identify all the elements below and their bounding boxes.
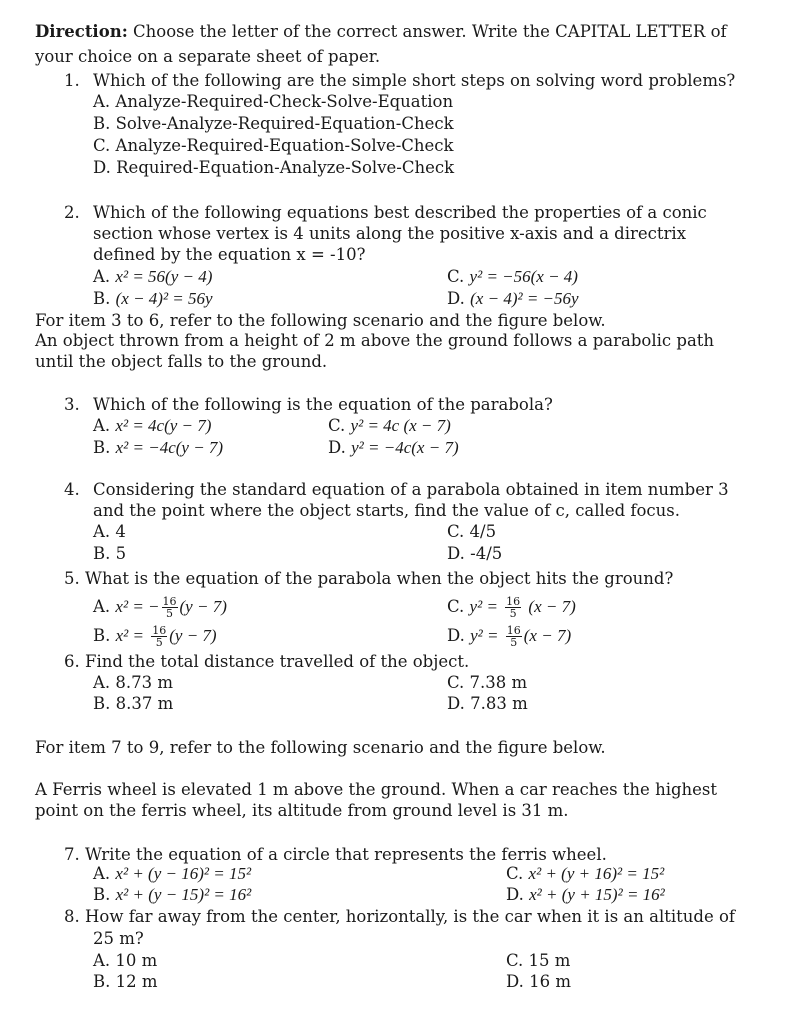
q4-option-c: C. 4/5 <box>447 522 497 541</box>
q2-option-c <box>447 267 578 287</box>
q7-option-a-equation: x² + (y − 16)² = 15² <box>115 864 252 883</box>
q7-question-text: Write the equation of a circle that represents the ferris wheel. <box>85 845 607 864</box>
scenario-2-line-3: point on the ferris wheel, its altitude from ground level is 31 m. <box>35 801 569 820</box>
q3-option-d-letter: D. <box>328 438 346 457</box>
q5-option-b-letter: B. <box>93 626 111 645</box>
q3-option-d-equation: y² = −4c(x − 7) <box>351 438 459 457</box>
q5-option-b-lhs: x² = <box>115 626 144 645</box>
q7-option-a-letter: A. <box>93 864 111 883</box>
q3-option-c <box>328 416 451 436</box>
q3-option-a-equation: x² = 4c(y − 7) <box>115 416 212 435</box>
q6-question <box>64 652 469 672</box>
q5-option-d-lhs: y² = <box>470 626 499 645</box>
q2-option-d-equation: (x − 4)² = −56y <box>470 289 579 308</box>
q5-option-d-rhs: (x − 7) <box>523 626 572 645</box>
q7-option-c-equation: x² + (y + 16)² = 15² <box>528 864 665 883</box>
q2-option-d <box>447 289 579 309</box>
q7-option-b-letter: B. <box>93 885 111 904</box>
q7-option-c <box>506 864 664 884</box>
q5-option-c-rhs: (x − 7) <box>528 597 576 616</box>
q5-option-b-rhs: (y − 7) <box>169 626 217 645</box>
q4-option-d: D. -4/5 <box>447 544 503 563</box>
q2-option-a <box>93 267 212 287</box>
q5-question-text: What is the equation of the parabola when the object hits the ground? <box>85 569 674 588</box>
q1-option-b: B. Solve-Analyze-Required-Equation-Check <box>93 114 454 133</box>
q5-option-d-fraction: $\frac{16}{5}$ <box>506 624 521 649</box>
q7-number: 7. <box>64 845 80 864</box>
q5-option-a-fraction: $\frac{16}{5}$ <box>162 595 177 620</box>
q5-option-d <box>447 625 571 648</box>
q7-option-b <box>93 885 251 905</box>
q1-number: 1. <box>64 71 80 90</box>
q8-option-c: C. 15 m <box>506 951 571 970</box>
q5-option-b <box>93 625 217 648</box>
q4-number: 4. <box>64 480 80 499</box>
q3-option-b-letter: B. <box>93 438 111 457</box>
q3-question: Which of the following is the equation of the parabola? <box>93 395 553 414</box>
q8-option-a: A. 10 m <box>93 951 158 970</box>
q5-option-c-lhs: y² = <box>469 597 498 616</box>
scenario-1-line-1: For item 3 to 6, refer to the following scenario and the figure below. <box>35 311 606 330</box>
q8-question-line-1 <box>64 907 735 927</box>
q7-option-d-letter: D. <box>506 885 524 904</box>
q8-question-text: How far away from the center, horizontally, is the car when it is an altitude of <box>85 907 736 926</box>
q2-question-line-1: Which of the following equations best described the properties of a conic <box>93 203 707 222</box>
q2-option-c-equation: y² = −56(x − 4) <box>469 267 578 286</box>
q3-option-b-equation: x² = −4c(y − 7) <box>115 438 224 457</box>
q6-option-a: A. 8.73 m <box>93 673 174 692</box>
q1-option-c: C. Analyze-Required-Equation-Solve-Check <box>93 136 454 155</box>
q2-question-line-3: defined by the equation x = -10? <box>93 245 366 264</box>
direction-line-2: your choice on a separate sheet of paper. <box>35 47 381 66</box>
q7-option-c-letter: C. <box>506 864 524 883</box>
scenario-1-line-3: until the object falls to the ground. <box>35 352 328 371</box>
q3-option-a-letter: A. <box>93 416 111 435</box>
q3-option-d <box>328 438 459 458</box>
q4-question-line-2: and the point where the object starts, find the value of c, called focus. <box>93 501 681 520</box>
q4-question-line-1: Considering the standard equation of a parabola obtained in item number 3 <box>93 480 729 499</box>
q5-number: 5. <box>64 569 80 588</box>
q7-option-d <box>506 885 665 905</box>
q2-number: 2. <box>64 203 80 222</box>
q3-option-c-letter: C. <box>328 416 346 435</box>
q2-option-c-letter: C. <box>447 267 465 286</box>
q3-number: 3. <box>64 395 80 414</box>
scenario-2-line-1: For item 7 to 9, refer to the following scenario and the figure below. <box>35 738 606 757</box>
q5-option-c-fraction: $\frac{16}{5}$ <box>506 595 521 620</box>
direction-label: Direction: <box>35 22 128 41</box>
q1-option-d: D. Required-Equation-Analyze-Solve-Check <box>93 158 455 177</box>
q5-question <box>64 569 673 589</box>
q5-option-a <box>93 596 227 619</box>
q6-option-b: B. 8.37 m <box>93 694 174 713</box>
q6-option-c: C. 7.38 m <box>447 673 528 692</box>
q6-option-d: D. 7.83 m <box>447 694 528 713</box>
q5-option-a-rhs: (y − 7) <box>179 597 227 616</box>
q7-option-d-equation: x² + (y + 15)² = 16² <box>529 885 665 904</box>
direction-text: Choose the letter of the correct answer. Write the CAPITAL LETTER of <box>127 22 727 41</box>
q2-option-d-letter: D. <box>447 289 465 308</box>
scenario-2-line-2: A Ferris wheel is elevated 1 m above the ground. When a car reaches the highest <box>35 780 718 799</box>
q8-number: 8. <box>64 907 80 926</box>
q8-option-d: D. 16 m <box>506 972 572 991</box>
q1-question: Which of the following are the simple short steps on solving word problems? <box>93 71 736 90</box>
q3-option-a <box>93 416 211 436</box>
q2-option-b <box>93 289 213 309</box>
q4-option-b: B. 5 <box>93 544 127 563</box>
q2-option-b-letter: B. <box>93 289 111 308</box>
q2-option-a-letter: A. <box>93 267 111 286</box>
q5-option-c <box>447 596 576 619</box>
q7-question <box>64 845 607 865</box>
q3-option-b <box>93 438 223 458</box>
q8-question-line-2: 25 m? <box>93 929 144 948</box>
q5-option-b-fraction: $\frac{16}{5}$ <box>152 624 167 649</box>
q7-option-b-equation: x² + (y − 15)² = 16² <box>115 885 252 904</box>
q2-option-b-equation: (x − 4)² = 56y <box>115 289 213 308</box>
q5-option-a-letter: A. <box>93 597 111 616</box>
q2-question-line-2: section whose vertex is 4 units along the positive x-axis and a directrix <box>93 224 687 243</box>
q4-option-a: A. 4 <box>93 522 126 541</box>
q5-option-d-letter: D. <box>447 626 465 645</box>
scenario-1-line-2: An object thrown from a height of 2 m above the ground follows a parabolic path <box>35 331 715 350</box>
q8-option-b: B. 12 m <box>93 972 158 991</box>
q5-option-c-letter: C. <box>447 597 465 616</box>
q6-number: 6. <box>64 652 80 671</box>
q5-option-a-lhs: x² = − <box>115 597 160 616</box>
q3-option-c-equation: y² = 4c (x − 7) <box>350 416 451 435</box>
q7-option-a <box>93 864 251 884</box>
direction-line-1 <box>35 22 727 42</box>
q1-option-a: A. Analyze-Required-Check-Solve-Equation <box>93 92 454 111</box>
q6-question-text: Find the total distance travelled of the object. <box>85 652 470 671</box>
q2-option-a-equation: x² = 56(y − 4) <box>115 267 213 286</box>
